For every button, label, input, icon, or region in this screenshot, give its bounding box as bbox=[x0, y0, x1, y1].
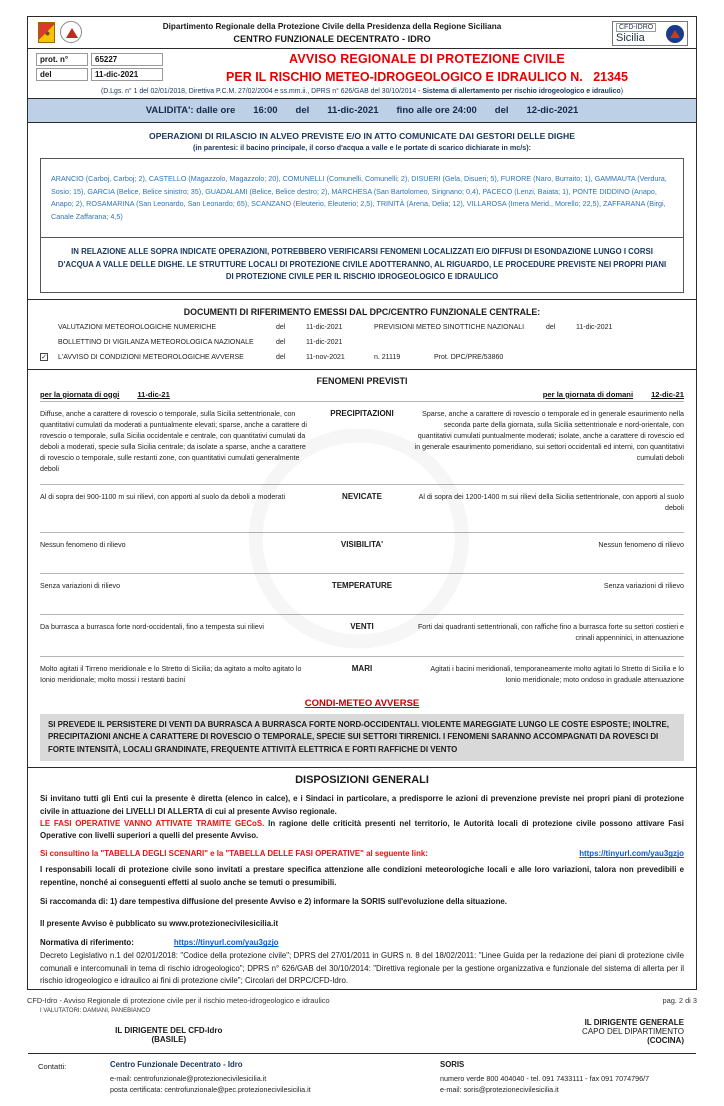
consult-tables-text: Si consultino la "TABELLA DEGLI SCENARI" e la "TABELLA DELLE FASI OPERATIVE" al seguente link: bbox=[40, 849, 428, 859]
dam-list: ARANCIO (Carboj, Carboj; 2), CASTELLO (Magazzolo, Magazzolo; 20), COMUNELLI (Comunelli, Comunelli; 2), DISUERI (Gela, Disueri; 5), FURORE (Naro, Burraito; 1), GAMMAUTA (Verdura, Sosio; 15), GARCIA (Belice, Belice sinistro; 35), GUADALAMI (Belice, Belice destro; 2), MARCHESA (San Bartolomeo, Sirignano; 0,4), PACECO (Lenzi, Baiata; 1), PONTE DIDDINO (Anapo, Anapo; 2), ROSAMARINA (San Leonardo, San Leonardo; 65), SCANZANO (Eleuterio, Eleuterio; 2,5), TRINITÀ (Arena, Delia; 12), VILLAROSA (Imera Merid., Morello; 22,5), ZAFFARANA (Birgi, Canale Zaffarana; 4,5) bbox=[40, 158, 684, 238]
prot-number: 65227 bbox=[91, 53, 163, 66]
document-row: VALUTAZIONI METEOROLOGICHE NUMERICHE del 11-dic-2021 PREVISIONI METEO SINOTTICHE NAZIONALI del 11-dic-2021 bbox=[58, 323, 613, 331]
cfd-contacts: Centro Funzionale Decentrato - Idro e-mail: centrofunzionale@protezionecivilesicilia.it posta certificata: centrofunzionale@pec.protezionecivilesicilia.it bbox=[110, 1060, 440, 1096]
published-on-line: Il presente Avviso è pubblicato su www.protezionecivilesicilia.it bbox=[40, 919, 279, 929]
signature-right: IL DIRIGENTE GENERALE CAPO DEL DIPARTIMENTO (COCINA) bbox=[582, 1018, 684, 1046]
dam-section-subtitle: (in parentesi: il bacino principale, il corso d'acqua a valle e le portate di scarico dichiarate in mc/s): bbox=[192, 143, 532, 152]
contacts-section bbox=[28, 1053, 696, 1106]
row-label: TEMPERATURE bbox=[331, 580, 393, 590]
adverse-weather-text: SI PREVEDE IL PERSISTERE DI VENTI DA BURRASCA A BURRASCA FORTE NORD-OCCIDENTALI. VIOLENTE MAREGGIATE LUNGO LE COSTE ESPOSTE; INOLTRE, PRECIPITAZIONI ANCHE A CARATTERE DI ROVESCIO O TEMPORALE, SPECIE SUI SETTORI TIRRENICI. I FENOMENI SARANNO ACCOMPAGNATI DA ROVESCI DI FORTE INTENSITÀ, LOCALI GRANDINATE, FREQUENTE ATTIVITÀ ELETTRICA E FORTI RAFFICHE DI VENTO bbox=[40, 714, 684, 762]
adverse-weather-section bbox=[28, 692, 696, 769]
forecast-title: FENOMENI PREVISTI bbox=[316, 375, 408, 386]
protocol-box bbox=[36, 53, 186, 83]
cfd-logo-region: Sicilia bbox=[616, 32, 645, 44]
validity-until: fino alle ore 24:00 bbox=[396, 105, 477, 116]
tomorrow-header: per la giornata di domani 12-dic-21 bbox=[542, 389, 684, 399]
forecast-row-precipitazioni: Diffuse, anche a carattere di rovescio o temporale, sulla Sicilia settentrionale, con quantitativi cumulati da moderati a puntualmente elevati; sparse, anche a carattere di rovescio o temporale, sulla Sicilia occidentale e centrale, con quantitativi cumulati da deboli a moderati, specie sulla Sicilia centrale; da isolate a sparse, anche a carattere di rovescio o temporale, sulle restanti zone, con quantitativi cumulati generalmente deboli PRECIPITAZIONI Sparse, anche a carattere di rovescio o temporale ed in generale esaurimento nella seconda parte della giornata, sulla Sicilia settentrionale e nord-orientale, con quantitativi cumulati puntualmente moderati; isolate, anche a carattere di rovescio ed in generale esaurimento pomeridiano, sui settori occidentali ed interni, con quantitativi cumulati deboli bbox=[40, 401, 684, 484]
page-footer bbox=[27, 996, 697, 1005]
dam-operations-section bbox=[28, 123, 696, 300]
protezione-civile-icon bbox=[60, 21, 82, 43]
adverse-weather-title: CONDI-METEO AVVERSE bbox=[304, 697, 420, 709]
today-date: 11-dic-21 bbox=[137, 389, 170, 399]
checked-checkbox[interactable]: ✓ bbox=[41, 353, 47, 361]
sicilia-flag-icon bbox=[38, 22, 55, 43]
provisions-paragraph-2: I responsabili locali di protezione civile sono invitati a prestare specifica attenzione alle condizioni meteorologiche locali e alle loro variazioni, talora non prevedibili e repentine, nonché ai conseguenti effetti al suolo anche se temuti o presumibili. bbox=[40, 865, 684, 887]
forecast-row-mari: Molto agitati il Tirreno meridionale e lo Stretto di Sicilia; da agitato a molto agitato lo Ionio meridionale; molto mossi i restanti bacini MARI Agitati i bacini meridionali, temporaneamente molto agitati lo Stretto di Sicilia e lo Ionio meridionale; moto ondoso in graduale attenuazione bbox=[40, 656, 684, 692]
signature-left: IL DIRIGENTE DEL CFD-Idro (BASILE) bbox=[115, 1026, 223, 1045]
validity-date-end: 12-dic-2021 bbox=[526, 105, 579, 116]
normativa-label: Normativa di riferimento: bbox=[40, 938, 134, 948]
cfd-idro-sicilia-logo bbox=[612, 21, 688, 46]
tomorrow-date: 12-dic-21 bbox=[651, 389, 684, 399]
forecast-row-visibilita: Nessun fenomeno di rilievo VISIBILITA' Nessun fenomeno di rilievo bbox=[40, 532, 684, 573]
row-label: MARI bbox=[351, 663, 373, 673]
document-header bbox=[28, 17, 696, 49]
signatures-section bbox=[28, 998, 696, 1053]
document-title-line1: AVVISO REGIONALE DI PROTEZIONE CIVILE bbox=[289, 52, 565, 66]
gecos-warning: LE FASI OPERATIVE VANNO ATTIVATE TRAMITE GECoS. bbox=[40, 818, 265, 828]
document-row: BOLLETTINO DI VIGILANZA METEOROLOGICA NAZIONALE del 11-dic-2021 bbox=[58, 338, 343, 346]
scenari-tables-link[interactable]: https://tinyurl.com/yau3gzjo bbox=[579, 849, 684, 859]
document-title-line2: PER IL RISCHIO METEO-IDROGEOLOGICO E IDRAULICO N. 21345 bbox=[226, 70, 628, 84]
provisions-title: DISPOSIZIONI GENERALI bbox=[295, 774, 429, 787]
forecast-row-nevicate: Al di sopra dei 900-1100 m sui rilievi, con apporti al suolo da deboli a moderati NEVICATE Al di sopra dei 1200-1400 m sui rilievi della Sicilia settentrionale, con apporti al suolo deboli bbox=[40, 484, 684, 532]
row-label: PRECIPITAZIONI bbox=[330, 408, 394, 418]
forecast-section bbox=[28, 370, 696, 692]
cfd-email[interactable]: e-mail: centrofunzionale@protezionecivilesicilia.it bbox=[110, 1074, 267, 1084]
validity-label: VALIDITA': dalle ore bbox=[145, 105, 236, 116]
reference-documents-section bbox=[28, 300, 696, 370]
soris-phone: numero verde 800 404040 - tel. 091 7433111 - fax 091 7074796/7 bbox=[440, 1074, 650, 1084]
legal-reference-line: (D.Lgs. n° 1 del 02/01/2018, Direttiva P.C.M. 27/02/2004 e ss.mm.ii., DPRS n° 626/GAB del 30/10/2014 - Sistema di allertamento per rischio idrogeologico e idraulico) bbox=[100, 88, 624, 95]
validity-date-start: 11-dic-2021 bbox=[327, 105, 379, 116]
row-label: NEVICATE bbox=[342, 491, 382, 501]
normativa-link[interactable]: https://tinyurl.com/yau3gzjo bbox=[173, 938, 279, 948]
forecast-row-temperature: Senza variazioni di rilievo TEMPERATURE Senza variazioni di rilievo bbox=[40, 573, 684, 614]
soris-email[interactable]: e-mail: soris@protezionecivilesicilia.it bbox=[440, 1085, 559, 1095]
cfd-emblem-icon bbox=[666, 25, 684, 43]
row-label: VENTI bbox=[350, 621, 374, 631]
dam-warning-text: IN RELAZIONE ALLE SOPRA INDICATE OPERAZIONI, POTREBBERO VERIFICARSI FENOMENI LOCALIZZATI E/O DIFFUSI DI ESONDAZIONE LUNGO I CORSI D'ACQUA A VALLE DELLE DIGHE. LE STRUTTURE LOCALI DI PROTEZIONE CIVILE ADOTTERANNO, AL RIGUARDO, LE PROCEDURE PREVISTE NEI PROPRI PIANI DI PROTEZIONE CIVILE PER IL RISCHIO IDROGEOLOGICO E IDRAULICO bbox=[40, 238, 684, 292]
department-name: Dipartimento Regionale della Protezione Civile della Presidenza della Regione Siciliana bbox=[162, 22, 502, 31]
evaluators-line: I VALUTATORI: DAMIANI, PANEBIANCO bbox=[40, 1008, 151, 1015]
cfd-logo-label: CFD-IDRO bbox=[616, 23, 656, 32]
cfd-pec[interactable]: posta certificata: centrofunzionale@pec.protezionecivilesicilia.it bbox=[110, 1085, 311, 1095]
footer-document-name: CFD-Idro - Avviso Regionale di protezione civile per il rischio meteo-idrogeologico e idraulico bbox=[27, 996, 330, 1005]
title-block bbox=[28, 49, 696, 95]
prot-del-label: del bbox=[36, 68, 88, 81]
provisions-paragraph-1: Si invitano tutti gli Enti cui la presente è diretta (elenco in calce), e i Sindaci in particolare, a predisporre le azioni di prevenzione previste nei propri piani di protezione civile in attuazione dei LIVELLI DI ALLERTA di cui al presente Avviso regionale. LE FASI OPERATIVE VANNO ATTIVATE TRAMITE GECoS. In ragione delle criticità presenti nel territorio, le Autorità locali di protezione civile possono attivare Fasi Operative con livelli superiori a quelli del presente Avviso. bbox=[40, 794, 684, 841]
office-name: CENTRO FUNZIONALE DECENTRATO - IDRO bbox=[233, 34, 431, 44]
document-row: ✓ L'AVVISO DI CONDIZIONI METEOROLOGICHE AVVERSE del 11-nov-2021 n. 21119 Prot. DPC/PRE/53860 bbox=[41, 353, 504, 361]
general-provisions-section bbox=[28, 768, 696, 998]
validity-time-start: 16:00 bbox=[253, 105, 278, 116]
normativa-text: Decreto Legislativo n.1 del 02/01/2018: "Codice della protezione civile"; DPRS del 27/01/2011 in GURS n. 8 del 18/02/2011: "Linee Guida per la redazione dei piani di protezione civile comunali e intercomunali in tema di rischio idrogeologico"; DPRS n° 626/GAB del 30/10/2014: "Direttiva regionale per la gestione organizzativa e funzionale del sistema di allerta per il rischio idrogeologico e idraulico ai fini di protezione civile"; Circolari del DRPC/CFD-Idro. bbox=[40, 951, 684, 985]
row-label: VISIBILITA' bbox=[340, 539, 384, 549]
provisions-paragraph-3: Si raccomanda di: 1) dare tempestiva diffusione del presente Avviso e 2) informare la SORIS sull'evoluzione della situazione. bbox=[40, 896, 507, 906]
header-logos bbox=[38, 21, 82, 43]
validity-band: VALIDITA': dalle ore 16:00 del 11-dic-2021 fino alle ore 24:00 del 12-dic-2021 bbox=[28, 98, 696, 123]
forecast-row-venti: Da burrasca a burrasca forte nord-occidentali, fino a tempesta sui rilievi VENTI Forti dai quadranti settentrionali, con raffiche fino a burrasca forte su settori costieri e crinali appenninici, in attenuazione bbox=[40, 614, 684, 656]
soris-contacts: SORIS numero verde 800 404040 - tel. 091 7433111 - fax 091 7074796/7 e-mail: soris@protezionecivilesicilia.it bbox=[440, 1060, 670, 1096]
contacts-label: Contatti: bbox=[38, 1062, 67, 1072]
prot-date: 11-dic-2021 bbox=[91, 68, 163, 81]
dam-section-title: OPERAZIONI DI RILASCIO IN ALVEO PREVISTE E/O IN ATTO COMUNICATE DAI GESTORI DELLE DIGHE bbox=[149, 131, 575, 141]
documents-title: DOCUMENTI DI RIFERIMENTO EMESSI DAL DPC/CENTRO FUNZIONALE CENTRALE: bbox=[183, 306, 541, 317]
prot-label: prot. n° bbox=[36, 53, 88, 66]
avviso-number: 21345 bbox=[593, 70, 628, 84]
footer-page-number: pag. 2 di 3 bbox=[662, 996, 697, 1005]
today-header: per la giornata di oggi 11-dic-21 bbox=[40, 389, 170, 399]
